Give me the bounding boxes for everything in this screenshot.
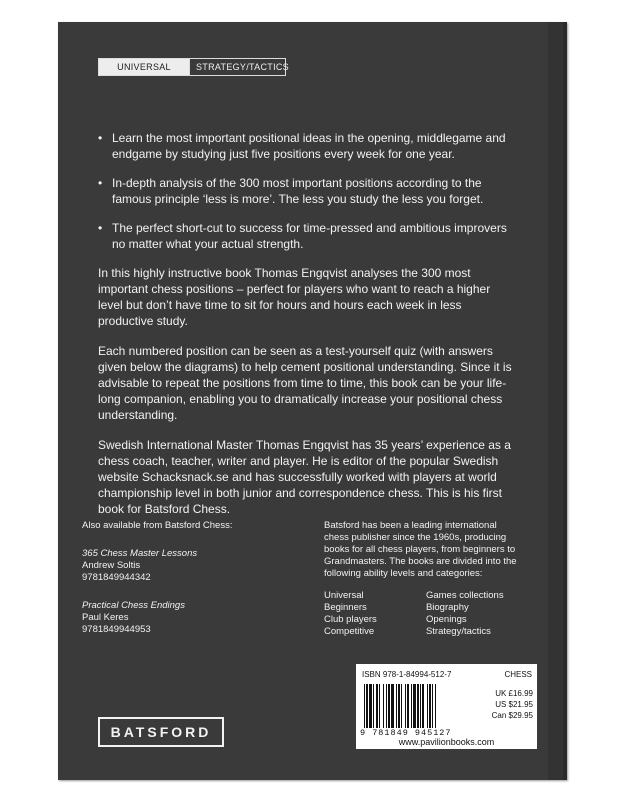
category-label: CHESS [504, 670, 532, 679]
level-item: Club players [324, 614, 377, 625]
levels-column [324, 590, 426, 638]
price-list [481, 688, 533, 721]
description-paragraph: In this highly instructive book Thomas Engqvist analyses the 300 most important chess positions – perfect for players who want to reach a higher level but don’t have time to sit for hours and hours each week in less productive study. [98, 266, 491, 328]
related-book-author: Andrew Soltis [82, 560, 141, 571]
barcode-digits: 9 781849 945127 [360, 728, 452, 738]
feature-list [98, 130, 518, 252]
related-book-isbn: 9781849944953 [82, 624, 151, 635]
isbn-row [362, 670, 532, 679]
isbn-label: ISBN 978-1-84994-512-7 [362, 670, 452, 679]
feature-item: • The perfect short-cut to success for time-pressed and ambitious improvers no matter what your actual strength. [98, 220, 518, 252]
category-item: Biography [425, 602, 469, 613]
tab-universal: UNIVERSAL [99, 59, 189, 75]
feature-item: • In-depth analysis of the 300 most important positions according to the famous principle ‘less is more’. The less you study the less you forget. [98, 175, 518, 207]
category-list [324, 590, 524, 638]
about-batsford-text: Batsford has been a leading international chess publisher since the 1960s, producing books for all chess players, from beginners to Grandmasters. The books are divided into the following ability levels and categories: [324, 520, 517, 579]
category-item: Strategy/tactics [425, 626, 491, 637]
feature-item: • Learn the most important positional ideas in the opening, middlegame and endgame by studying just five positions every week for one year. [98, 130, 518, 162]
level-item: Universal [324, 590, 364, 601]
level-tabs [98, 58, 289, 76]
category-item: Openings [425, 614, 467, 625]
level-item: Beginners [324, 602, 367, 613]
tab-strategy-tactics: STRATEGY/TACTICS [189, 59, 285, 75]
description-paragraph: Each numbered position can be seen as a test-yourself quiz (with answers given below the diagrams) to help cement positional understanding. Since it is advisable to repeat the positions from time to time, this book can be your life-long companion, enabling you to dramatically increase your positional chess understanding. [98, 344, 512, 422]
related-book-title: 365 Chess Master Lessons [82, 548, 198, 559]
book-spine-edge [548, 22, 563, 780]
also-available-heading: Also available from Batsford Chess: [82, 520, 233, 531]
price-us: US $21.95 [495, 700, 533, 709]
level-item: Competitive [324, 626, 375, 637]
also-available [82, 520, 292, 636]
blurb [98, 130, 518, 531]
price-uk: UK £16.99 [495, 689, 533, 698]
category-item: Games collections [425, 590, 504, 601]
barcode-panel [356, 664, 537, 749]
related-book-author: Paul Keres [82, 612, 129, 623]
author-bio: Swedish International Master Thomas Engqvist has 35 years’ experience as a chess coach, teacher, writer and player. He is editor of the popular Swedish website Schacksnack.se and has successfully worked with players at world championship level in both junior and correspondence chess. This is his first book for Batsford Chess. [98, 438, 511, 516]
about-batsford [324, 520, 524, 638]
related-book-title: Practical Chess Endings [82, 600, 185, 611]
price-can: Can $29.95 [491, 711, 533, 720]
batsford-logo: BATSFORD [98, 717, 224, 747]
categories-column [426, 590, 524, 638]
related-book-isbn: 9781849944342 [82, 572, 151, 583]
publisher-website: www.pavilionbooks.com [398, 737, 495, 747]
barcode-bars [364, 684, 470, 728]
